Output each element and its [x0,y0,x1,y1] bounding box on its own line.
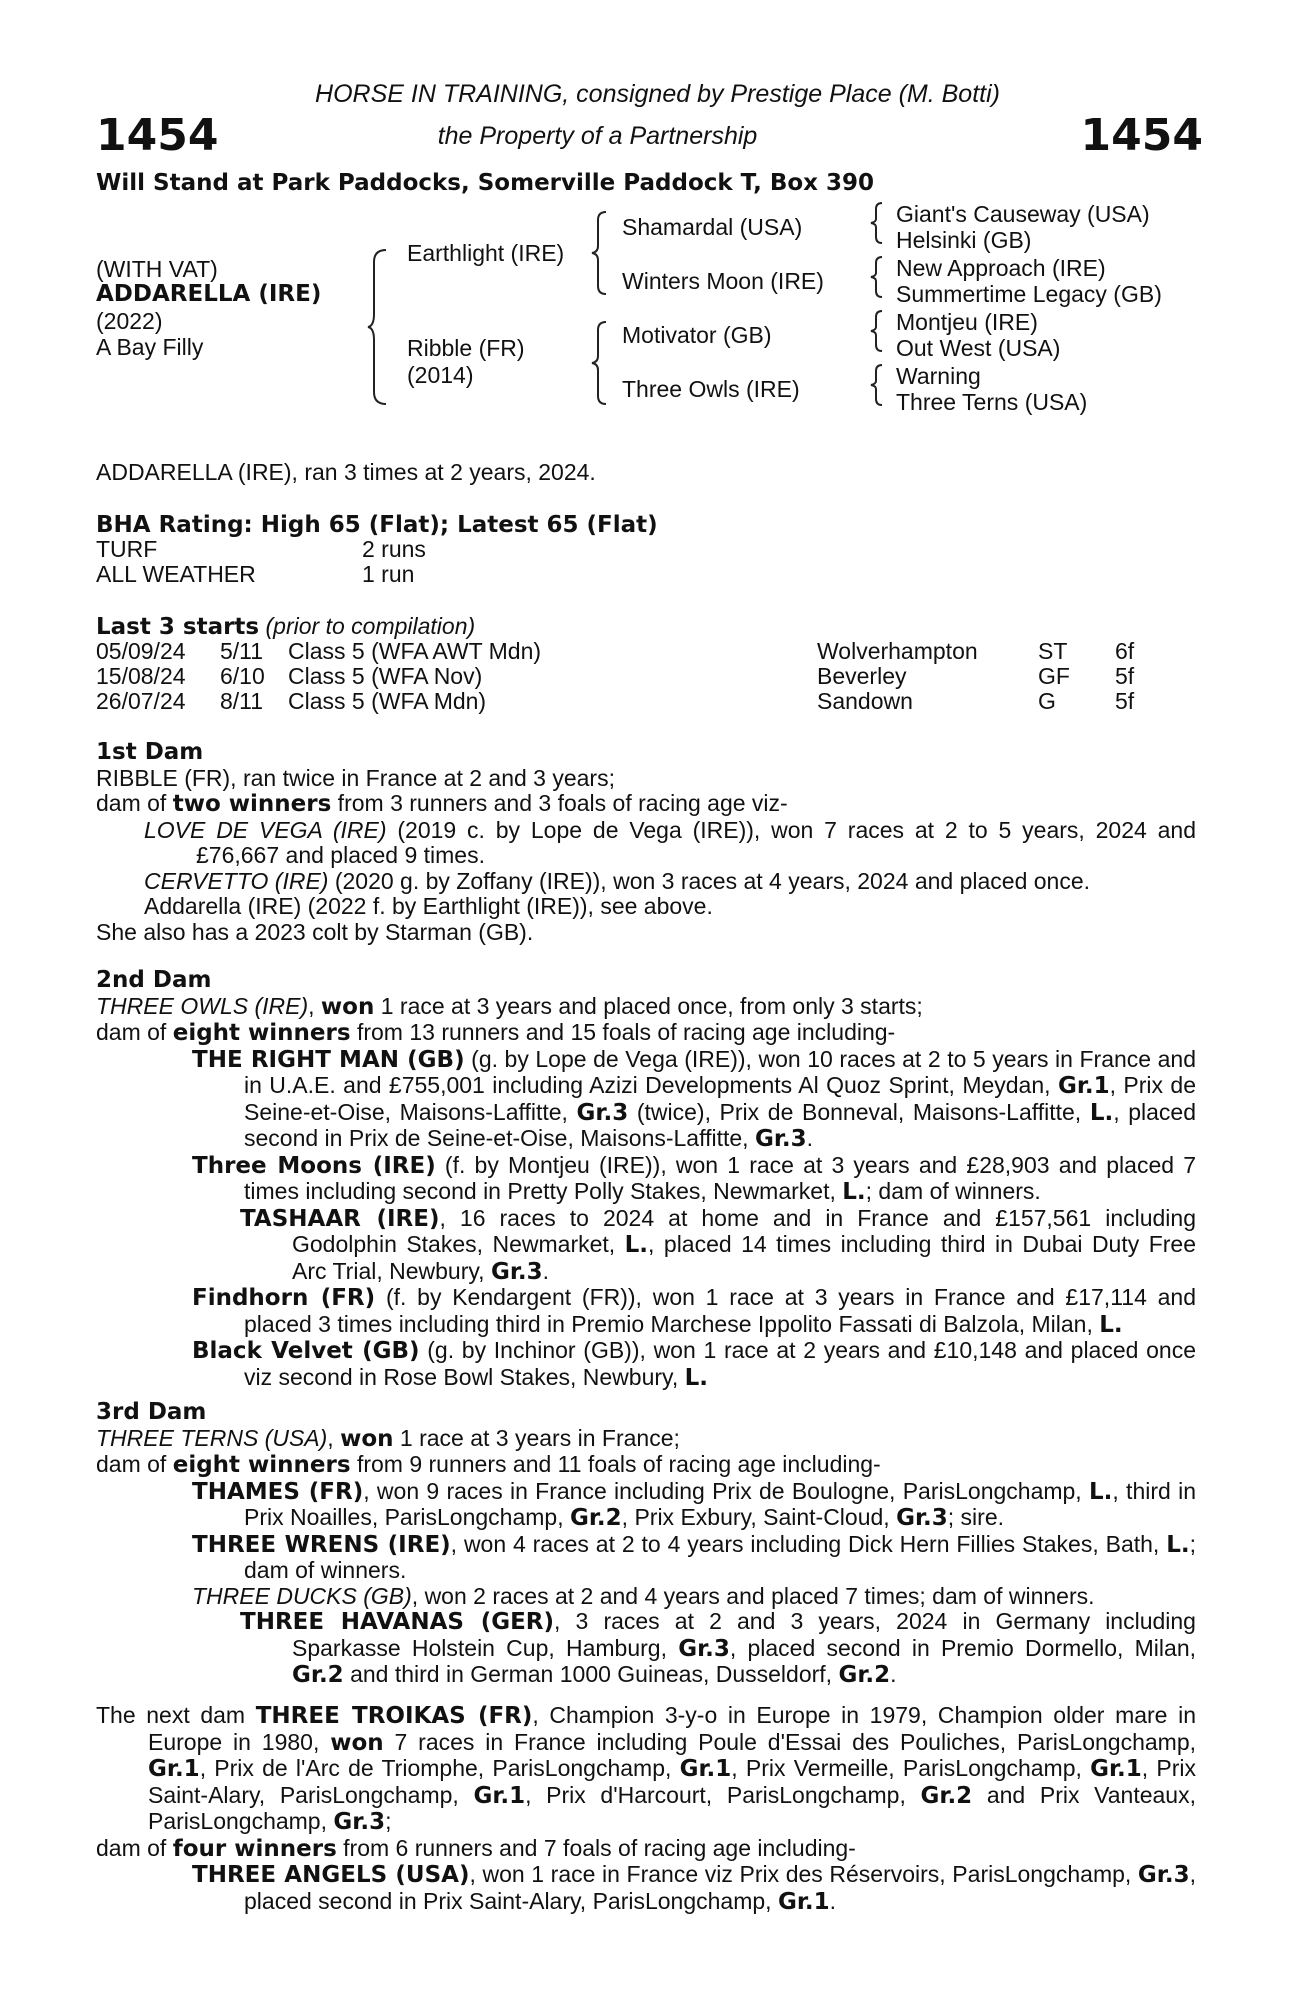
rating-row-turf-label: TURF [96,536,158,562]
sire-brace [590,210,610,296]
brace-ss [868,201,886,245]
start-course: Beverley [817,663,907,689]
start-race: Class 5 (WFA Nov) [288,663,483,689]
produce-three-havanas: THREE HAVANAS (GER), 3 races at 2 and 3 years, 2024 in Germany including Sparkasse Holstein Cup, Hamburg, Gr.3, placed second in Premio Dormello, Milan, Gr.2 and third in German 1000 Guineas, Dusseldorf, Gr.2. [240,1608,1196,1688]
produce-findhorn: Findhorn (FR) (f. by Kendargent (FR)), won 1 race at 3 years in France and £17,114 and placed 3 times including third in Premio Marchese Ippolito Fassati di Balzola, Milan, L. [192,1284,1197,1338]
produce-tashaar: TASHAAR (IRE), 16 races to 2024 at home and in France and £157,561 including Godolphin Stakes, Newmarket, L., placed 14 times including third in Dubai Duty Free Arc Trial, Newbury, Gr.3. [240,1204,1196,1285]
brace-dd [868,363,886,407]
start-distance: 5f [1115,663,1135,689]
second-dam-produce-line: dam of eight winners from 13 runners and 15 foals of racing age including- [96,1019,896,1046]
start-date: 26/07/24 [96,688,186,714]
dam-dam-dam: Three Terns (USA) [896,389,1088,415]
produce-cervetto: CERVETTO (IRE) (2020 g. by Zoffany (IRE)), won 3 races at 4 years, 2024 and placed once. [144,867,1091,894]
dam-dam-sire: Warning [896,363,981,389]
start-course: Sandown [817,688,913,714]
rating-row-aw-runs: 1 run [362,561,415,587]
header-line-2: the Property of a Partnership [437,122,758,150]
brace-ds [868,309,886,353]
horse-description: A Bay Filly [96,334,204,360]
produce-addarella: Addarella (IRE) (2022 f. by Earthlight (IRE)), see above. [144,893,713,919]
sire-dam-dam: Summertime Legacy (GB) [896,281,1162,307]
brace-sd [868,255,886,299]
first-dam-produce-line: dam of two winners from 3 runners and 3 foals of racing age viz- [96,790,788,817]
start-distance: 5f [1115,688,1135,714]
last-starts-heading [96,614,475,641]
rating-row-aw-label: ALL WEATHER [96,561,256,587]
horse-year: (2022) [96,308,163,334]
start-going: GF [1038,663,1070,689]
start-date: 05/09/24 [96,638,186,664]
start-distance: 6f [1115,638,1135,664]
produce-black-velvet: Black Velvet (GB) (g. by Inchinor (GB)), won 1 race at 2 years and £10,148 and placed once viz second in Rose Bowl Stakes, Newbury, L. [192,1337,1196,1391]
rating-row-turf-runs: 2 runs [362,536,426,562]
third-dam-line: THREE TERNS (USA), won 1 race at 3 years in France; [96,1424,680,1452]
start-date: 15/08/24 [96,663,186,689]
pedigree-brace [366,248,390,406]
next-dam-paragraph: The next dam THREE TROIKAS (FR), Champion 3-y-o in Europe in 1979, Champion older mare in Europe in 1980, won 7 races in France including Poule d'Essai des Pouliches, ParisLongchamp, Gr.1, Prix de l'Arc de Triomphe, ParisLongchamp, Gr.1, Prix Vermeille, ParisLongchamp, Gr.1, Prix Saint-Alary, ParisLongchamp, Gr.1, Prix d'Harcourt, ParisLongchamp, Gr.2 and Prix Vanteaux, ParisLongchamp, Gr.3; [96,1702,1197,1835]
sire-dam-sire: New Approach (IRE) [896,255,1106,281]
start-race: Class 5 (WFA AWT Mdn) [288,638,542,664]
last-starts-note: (prior to compilation) [265,613,476,639]
produce-thames: THAMES (FR), won 9 races in France including Prix de Boulogne, ParisLongchamp, L., third in Prix Noailles, ParisLongchamp, Gr.2, Prix Exbury, Saint-Cloud, Gr.3; sire. [192,1477,1196,1531]
sire-sire: Shamardal (USA) [622,214,803,240]
first-dam-line: RIBBLE (FR), ran twice in France at 2 and 3 years; [96,764,615,791]
start-position: 6/10 [220,663,265,689]
first-dam-heading: 1st Dam [96,739,204,765]
sire-sire-sire: Giant's Causeway (USA) [896,201,1150,227]
vat-note: (WITH VAT) [96,256,218,282]
produce-love-de-vega: LOVE DE VEGA (IRE) (2019 c. by Lope de Vega (IRE)), won 7 races at 2 to 5 years, 2024 and £76,667 and placed 9 times. [144,816,1197,868]
start-position: 8/11 [220,688,264,714]
lot-number-right: 1454 [1080,110,1203,161]
start-going: G [1038,688,1056,714]
produce-the-right-man: THE RIGHT MAN (GB) (g. by Lope de Vega (IRE)), won 10 races at 2 to 5 years in France and in U.A.E. and £755,001 including Azizi Developments Al Quoz Sprint, Meydan, Gr.1, Prix de Seine-et-Oise, Maisons-Laffitte, Gr.3 (twice), Prix de Bonneval, Maisons-Laffitte, L., placed second in Prix de Seine-et-Oise, Maisons-Laffitte, Gr.3. [192,1045,1196,1152]
sire-dam: Winters Moon (IRE) [622,268,824,294]
third-dam-heading: 3rd Dam [96,1399,207,1425]
dam-sire-sire: Montjeu (IRE) [896,309,1038,335]
next-dam-produce-line: dam of four winners from 6 runners and 7 foals of racing age including- [96,1834,856,1862]
dam-sire-dam: Out West (USA) [896,335,1061,361]
race-summary: ADDARELLA (IRE), ran 3 times at 2 years, 2024. [96,459,596,485]
next-dam-section [96,1703,1196,1915]
dam-sire: Motivator (GB) [622,322,772,348]
start-race: Class 5 (WFA Mdn) [288,688,487,714]
last-starts-title: Last 3 starts [96,614,260,640]
horse-name: ADDARELLA (IRE) [96,281,322,307]
dam-year: (2014) [407,362,474,388]
dam-brace [590,320,610,406]
header-line-1: HORSE IN TRAINING, consigned by Prestige Place (M. Botti) [315,80,1000,108]
dam: Ribble (FR) [407,335,525,361]
second-dam-section [96,968,1196,1391]
sire: Earthlight (IRE) [407,240,565,266]
start-position: 5/11 [220,638,264,664]
start-course: Wolverhampton [817,638,978,664]
second-dam-heading: 2nd Dam [96,967,212,993]
bha-rating-title: BHA Rating: High 65 (Flat); Latest 65 (Flat) [96,512,658,538]
produce-three-ducks: THREE DUCKS (GB), won 2 races at 2 and 4 years and placed 7 times; dam of winners. [192,1582,1095,1609]
first-dam-section [96,740,1196,945]
start-going: ST [1038,638,1068,664]
second-dam-line: THREE OWLS (IRE), won 1 race at 3 years and placed once, from only 3 starts; [96,992,923,1020]
produce-note: She also has a 2023 colt by Starman (GB). [96,918,534,945]
dam-dam: Three Owls (IRE) [622,376,800,402]
sire-sire-dam: Helsinki (GB) [896,227,1032,253]
produce-three-wrens: THREE WRENS (IRE), won 4 races at 2 to 4 years including Dick Hern Fillies Stakes, Bath, L.; dam of winners. [192,1530,1196,1583]
location-line: Will Stand at Park Paddocks, Somerville Paddock T, Box 390 [96,170,875,196]
third-dam-produce-line: dam of eight winners from 9 runners and 11 foals of racing age including- [96,1451,881,1478]
third-dam-section [96,1400,1196,1689]
produce-three-angels: THREE ANGELS (USA), won 1 race in France viz Prix des Réservoirs, ParisLongchamp, Gr.3, placed second in Prix Saint-Alary, ParisLongchamp, Gr.1. [192,1861,1196,1915]
lot-number-left: 1454 [96,110,219,161]
produce-three-moons: Three Moons (IRE) (f. by Montjeu (IRE)), won 1 race at 3 years and £28,903 and placed 7 times including second in Pretty Polly Stakes, Newmarket, L.; dam of winners. [192,1151,1196,1205]
